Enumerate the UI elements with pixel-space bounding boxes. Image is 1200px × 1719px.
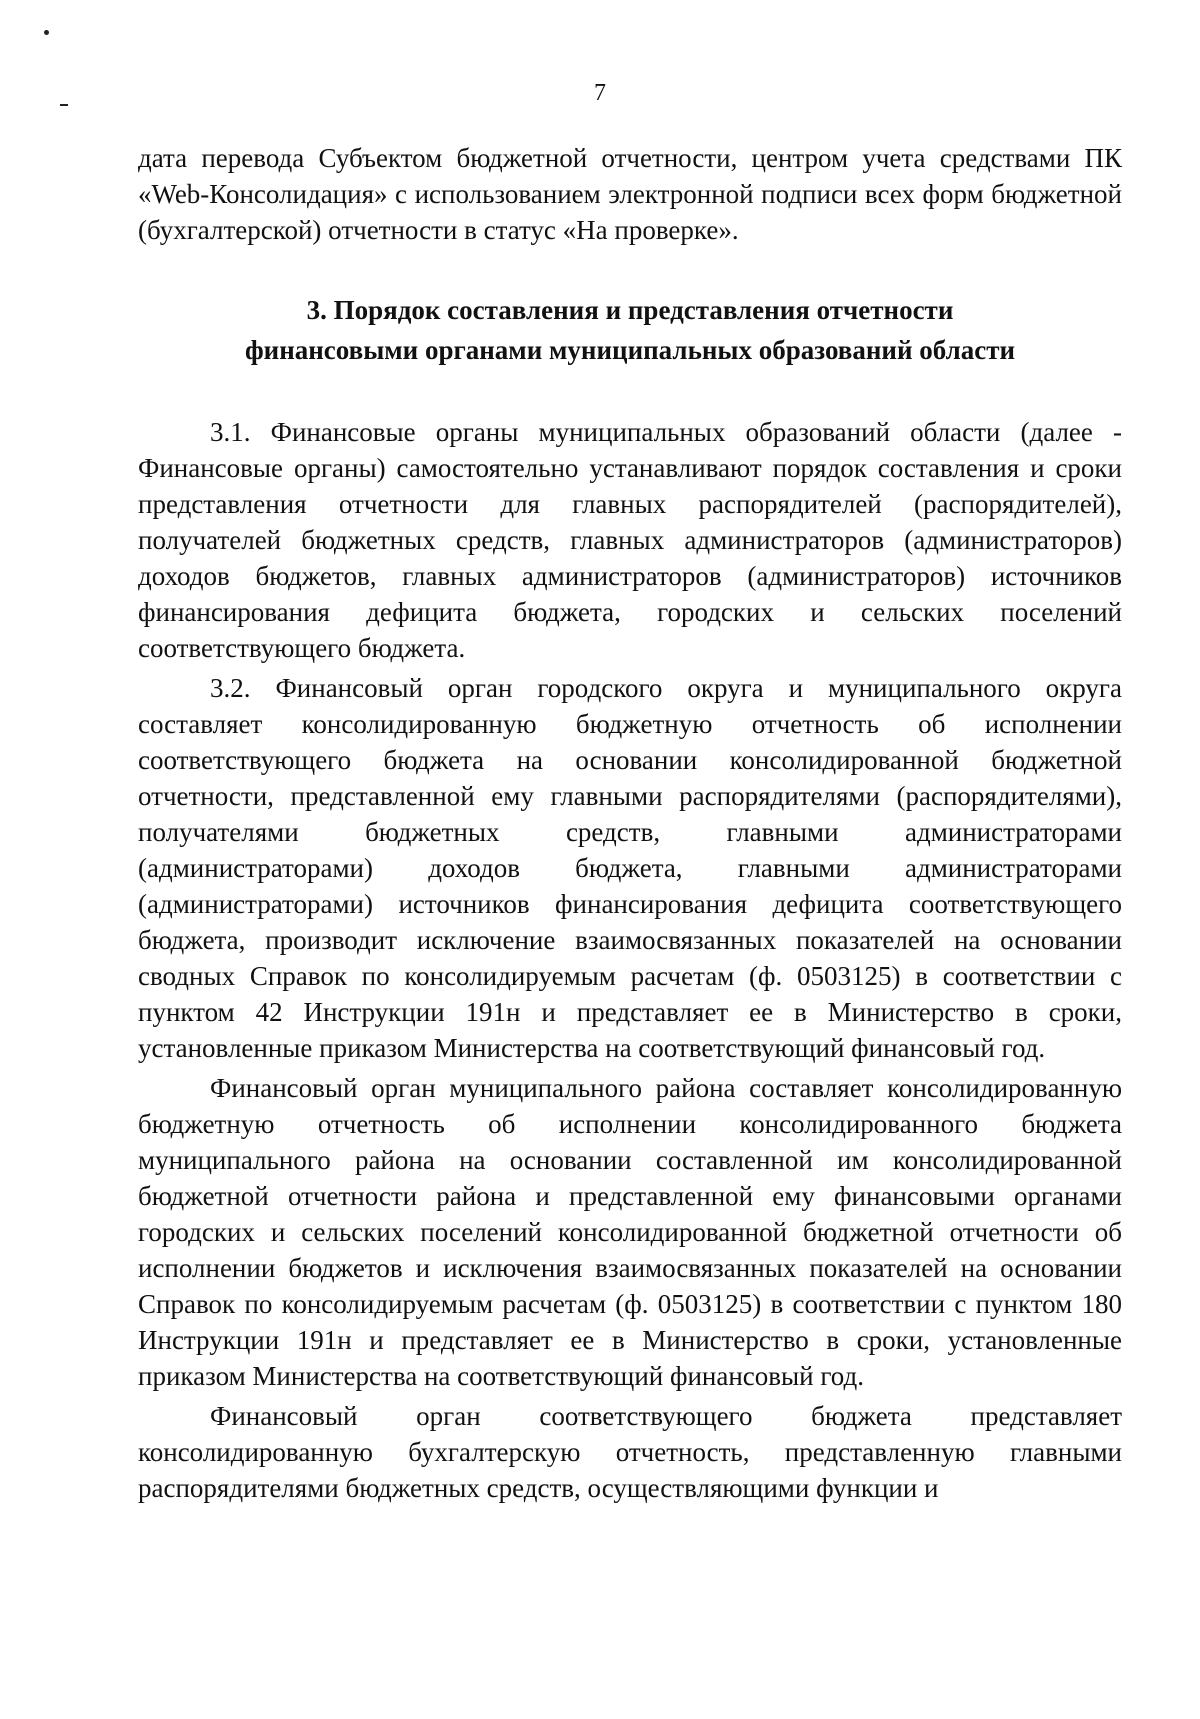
section-title-line-1: 3. Порядок составления и представления отчетности <box>306 295 954 325</box>
paragraph-municipal-district: Финансовый орган муниципального района составляет консолидированную бюджетную отчетность об исполнении консолидированного бюджета муниципального района на основании составленной им консолидированной бюджетной отчетности района и представленной ему финансовыми органами городских и сельских поселений консолидированной бюджетной отчетности об исполнении бюджетов и исключения взаимосвязанных показателей на основании Справок по консолидируемым расчетам (ф. 0503125) в соответствии с пунктом 180 Инструкции 191н и представляет ее в Министерство в сроки, установленные приказом Министерства на соответствующий финансовый год. <box>138 1073 1122 1391</box>
section-title-line-2: финансовыми органами муниципальных образований области <box>244 335 1016 365</box>
intro-paragraph: дата перевода Субъектом бюджетной отчетности, центром учета средствами ПК «Web-Консолидация» с использованием электронной подписи всех форм бюджетной (бухгалтерской) отчетности в статус «На проверке». <box>138 143 1122 245</box>
section-heading <box>138 290 1122 370</box>
paragraph-3-2: 3.2. Финансовый орган городского округа и муниципального округа составляет консолидированную бюджетную отчетность об исполнении соответствующего бюджета на основании консолидированной бюджетной отчетности, представленной ему главными распорядителями (распорядителями), получателями бюджетных средств, главными администраторами (администраторами) доходов бюджета, главными администраторами (администраторами) источников финансирования дефицита соответствующего бюджета, производит исключение взаимосвязанных показателей на основании сводных Справок по консолидируемым расчетам (ф. 0503125) в соответствии с пунктом 42 Инструкции 191н и представляет ее в Министерство в сроки, установленные приказом Министерства на соответствующий финансовый год. <box>138 673 1122 1063</box>
scan-speck <box>44 30 49 35</box>
paragraph-budget-financial-body: Финансовый орган соответствующего бюджета представляет консолидированную бухгалтерскую отчетность, представленную главными распорядителями бюджетных средств, осуществляющими функции и <box>138 1401 1122 1503</box>
document-body <box>138 140 1122 1506</box>
page-number: 7 <box>594 80 606 106</box>
paragraph-3-1: 3.1. Финансовые органы муниципальных образований области (далее - Финансовые органы) самостоятельно устанавливают порядок составления и сроки представления отчетности для главных распорядителей (распорядителей), получателей бюджетных средств, главных администраторов (администраторов) доходов бюджетов, главных администраторов (администраторов) источников финансирования дефицита бюджета, городских и сельских поселений соответствующего бюджета. <box>138 417 1122 663</box>
